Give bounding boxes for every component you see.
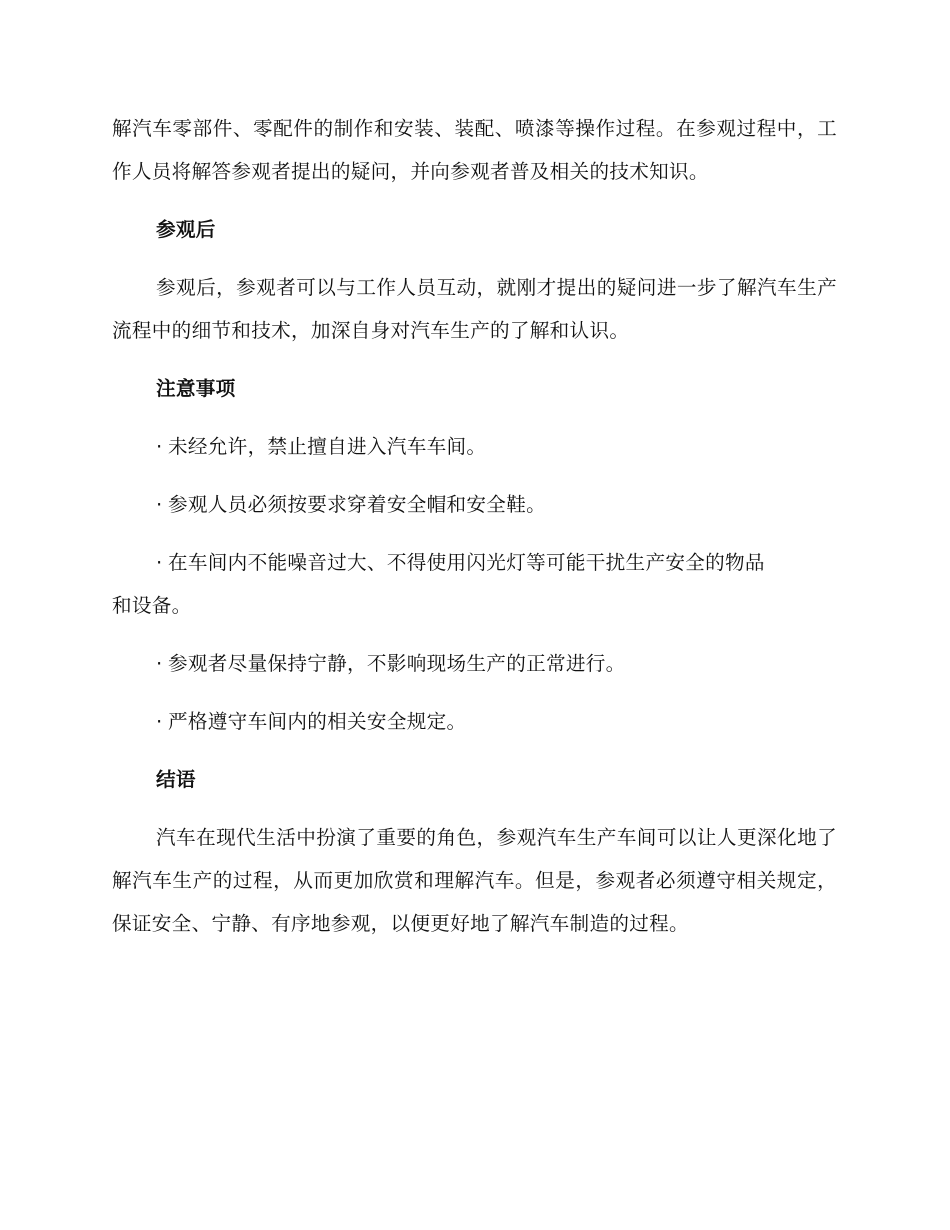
- notes-list-item: [112, 483, 837, 526]
- notes-item-text: 严格遵守车间内的相关安全规定。: [168, 710, 467, 733]
- bullet-icon: ·: [156, 551, 163, 574]
- document-body: [112, 107, 837, 960]
- intro-paragraph: 解汽车零部件、零配件的制作和安装、装配、喷漆等操作过程。在参观过程中，工作人员将解答参观者提出的疑问，并向参观者普及相关的技术知识。: [112, 117, 837, 183]
- bullet-icon: ·: [156, 652, 163, 675]
- notes-item-text: 未经允许，禁止擅自进入汽车车间。: [168, 435, 487, 458]
- section-heading-conclusion: 结语: [156, 768, 196, 791]
- notes-item-text: 参观者尽量保持宁静，不影响现场生产的正常进行。: [168, 652, 626, 675]
- notes-list-item: [112, 700, 837, 743]
- section-heading-after-visit: 参观后: [156, 218, 216, 241]
- conclusion-paragraph: 汽车在现代生活中扮演了重要的角色，参观汽车生产车间可以让人更深化地了解汽车生产的过程，从而更加欣赏和理解汽车。但是，参观者必须遵守相关规定，保证安全、宁静、有序地参观，以便更好地了解汽车制造的过程。: [112, 826, 837, 935]
- notes-item-continuation: 和设备。: [112, 594, 192, 617]
- notes-list-item: [112, 541, 837, 627]
- section-heading-notes: 注意事项: [156, 377, 236, 400]
- notes-list-item: [112, 642, 837, 685]
- notes-list-item: [112, 425, 837, 468]
- bullet-icon: ·: [156, 435, 163, 458]
- bullet-icon: ·: [156, 493, 163, 516]
- notes-item-text: 在车间内不能噪音过大、不得使用闪光灯等可能干扰生产安全的物品: [168, 551, 765, 574]
- after-visit-paragraph: 参观后，参观者可以与工作人员互动，就刚才提出的疑问进一步了解汽车生产流程中的细节和技术，加深自身对汽车生产的了解和认识。: [112, 276, 837, 342]
- bullet-icon: ·: [156, 710, 163, 733]
- notes-item-text: 参观人员必须按要求穿着安全帽和安全鞋。: [168, 493, 546, 516]
